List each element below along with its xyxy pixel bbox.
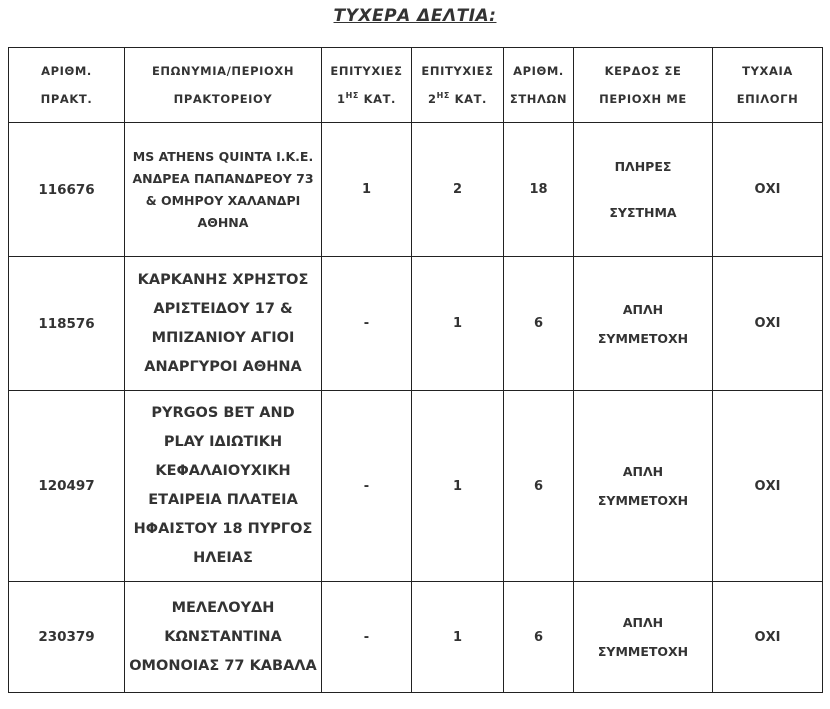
header-columns	[504, 48, 574, 123]
header-columns-line2: ΣΤΗΛΩΝ	[509, 92, 568, 106]
agency-line: ΚΑΡΚΑΝΗΣ ΧΡΗΣΤΟΣ	[137, 271, 309, 288]
agency-line: ΟΜΟΝΟΙΑΣ 77 ΚΑΒΑΛΑ	[129, 657, 317, 674]
header-cat2-rest: ΚΑΤ.	[449, 92, 487, 106]
header-agency	[125, 48, 322, 123]
cell-gain	[574, 582, 713, 693]
header-code-line1: ΑΡΙΘΜ.	[41, 64, 92, 78]
cell-cat2: 1	[412, 257, 504, 391]
cell-cat1: -	[322, 391, 412, 582]
agency-line: ΜΕΛΕΛΟΥΔΗ	[171, 599, 275, 616]
header-columns-line1: ΑΡΙΘΜ.	[513, 64, 564, 78]
header-code-line2: ΠΡΑΚΤ.	[40, 92, 93, 106]
gain-line: ΣΥΜΜΕΤΟΧΗ	[597, 493, 689, 508]
cell-cat2: 2	[412, 123, 504, 257]
cell-cat2: 1	[412, 582, 504, 693]
header-cat2-line2	[416, 85, 499, 113]
cell-random: ΟΧΙ	[713, 582, 823, 693]
gain-line: ΣΥΜΜΕΤΟΧΗ	[597, 644, 689, 659]
winning-tickets-table	[8, 47, 823, 693]
cell-cat1: -	[322, 582, 412, 693]
cell-random: ΟΧΙ	[713, 391, 823, 582]
header-agency-line2: ΠΡΑΚΤΟΡΕΙΟΥ	[173, 92, 273, 106]
agency-line: ΑΝΑΡΓΥΡΟΙ ΑΘΗΝΑ	[144, 358, 302, 375]
cell-code: 116676	[9, 123, 125, 257]
header-agency-line1: ΕΠΩΝΥΜΙΑ/ΠΕΡΙΟΧΗ	[151, 64, 295, 78]
table-row	[9, 257, 823, 391]
cell-code: 118576	[9, 257, 125, 391]
header-cat1-line1: ΕΠΙΤΥΧΙΕΣ	[330, 64, 403, 78]
header-random-line1: ΤΥΧΑΙΑ	[742, 64, 793, 78]
agency-line: MS ATHENS QUINTA I.K.E.	[132, 148, 314, 164]
header-cat1-num: 1	[336, 92, 346, 106]
agency-line: PLAY ΙΔΙΩΤΙΚΗ	[163, 434, 283, 450]
gain-line: ΑΠΛΗ	[622, 615, 664, 630]
header-gain-line1: ΚΕΡΔΟΣ ΣΕ	[604, 64, 682, 78]
agency-line: ΗΛΕΙΑΣ	[193, 550, 253, 566]
header-cat2-sup: ΗΣ	[436, 91, 450, 100]
cell-random: ΟΧΙ	[713, 123, 823, 257]
cell-agency	[125, 123, 322, 257]
header-cat2-num: 2	[427, 92, 437, 106]
agency-line: ΑΘΗΝΑ	[197, 214, 249, 230]
header-random	[713, 48, 823, 123]
agency-line: & ΟΜΗΡΟΥ ΧΑΛΑΝΔΡΙ	[145, 192, 301, 208]
header-cat1-line2	[326, 85, 407, 113]
agency-line: ΚΕΦΑΛΑΙΟΥΧΙΚΗ	[155, 463, 291, 479]
header-gain-line2: ΠΕΡΙΟΧΗ ΜΕ	[599, 92, 687, 106]
cell-cat2: 1	[412, 391, 504, 582]
cell-gain	[574, 257, 713, 391]
gain-line: ΑΠΛΗ	[622, 301, 664, 317]
cell-cat1: 1	[322, 123, 412, 257]
cell-code: 120497	[9, 391, 125, 582]
header-code	[9, 48, 125, 123]
header-cat2	[412, 48, 504, 123]
cell-columns: 6	[504, 582, 574, 693]
agency-line: ΑΡΙΣΤΕΙΔΟΥ 17 &	[153, 300, 293, 317]
agency-line: ΕΤΑΙΡΕΙΑ ΠΛΑΤΕΙΑ	[148, 492, 298, 508]
header-cat1-rest: ΚΑΤ.	[358, 92, 396, 106]
table-row	[9, 391, 823, 582]
cell-cat1: -	[322, 257, 412, 391]
cell-agency	[125, 391, 322, 582]
gain-line: ΣΥΣΤΗΜΑ	[609, 204, 677, 220]
gain-line: ΠΛΗΡΕΣ	[614, 158, 672, 174]
header-row	[9, 48, 823, 123]
cell-columns: 6	[504, 391, 574, 582]
gain-line: ΣΥΜΜΕΤΟΧΗ	[597, 330, 689, 346]
table-row	[9, 123, 823, 257]
header-gain	[574, 48, 713, 123]
agency-line: ΜΠΙΖΑΝΙΟΥ ΑΓΙΟΙ	[151, 329, 295, 346]
cell-gain	[574, 391, 713, 582]
cell-columns: 18	[504, 123, 574, 257]
cell-agency	[125, 582, 322, 693]
table-row	[9, 582, 823, 693]
header-cat1-sup: ΗΣ	[345, 91, 359, 100]
agency-line: ΑΝΔΡΕΑ ΠΑΠΑΝΔΡΕΟΥ 73	[132, 170, 314, 186]
cell-columns: 6	[504, 257, 574, 391]
cell-random: ΟΧΙ	[713, 257, 823, 391]
header-random-line2: ΕΠΙΛΟΓΗ	[736, 92, 799, 106]
cell-gain	[574, 123, 713, 257]
cell-agency	[125, 257, 322, 391]
header-cat1	[322, 48, 412, 123]
agency-line: PYRGOS BET AND	[151, 405, 295, 421]
header-cat2-line1: ΕΠΙΤΥΧΙΕΣ	[421, 64, 494, 78]
agency-line: ΚΩΝΣΤΑΝΤΙΝΑ	[164, 628, 282, 645]
cell-code: 230379	[9, 582, 125, 693]
page-title	[0, 6, 830, 26]
page-title-text: ΤΥΧΕΡΑ ΔΕΛΤΙΑ:	[333, 6, 497, 26]
gain-line: ΑΠΛΗ	[622, 464, 664, 479]
agency-line: ΗΦΑΙΣΤΟΥ 18 ΠΥΡΓΟΣ	[133, 521, 313, 537]
